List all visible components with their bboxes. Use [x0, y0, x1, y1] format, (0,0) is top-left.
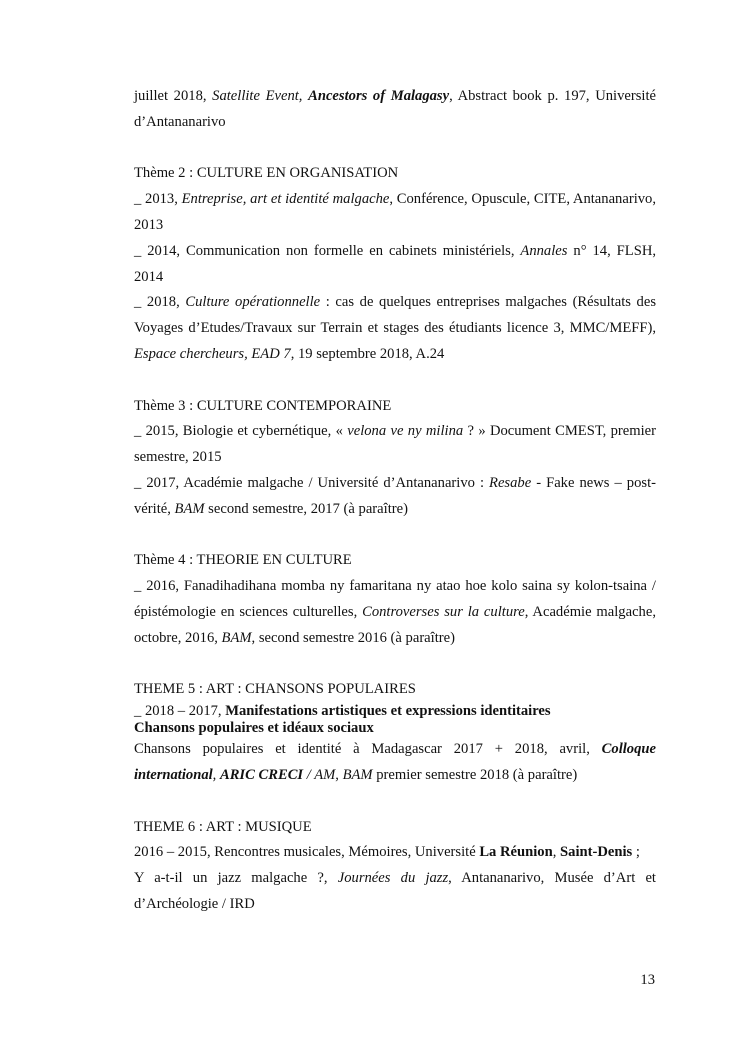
spacer	[134, 523, 656, 549]
theme-2-entry-1: _ 2013, Entreprise, art et identité malgache, Conférence, Opuscule, CITE, Antananarivo, 2013	[134, 191, 656, 233]
theme-5-entry-3: Chansons populaires et identité à Madagascar 2017 + 2018, avril, Colloque international, ARIC CRECI / AM, BAM premier semestre 2018 (à paraître)	[134, 741, 656, 783]
theme-6-entry-1: 2016 – 2015, Rencontres musicales, Mémoires, Université La Réunion, Saint-Denis ;	[134, 844, 640, 861]
theme-6-heading: THEME 6 : ART : MUSIQUE	[134, 818, 312, 835]
theme-5-entry-2: Chansons populaires et idéaux sociaux	[134, 720, 374, 737]
spacer	[134, 789, 656, 815]
theme-2-entry-3: _ 2018, Culture opérationnelle : cas de quelques entreprises malgaches (Résultats des Voyages d’Etudes/Travaux sur Terrain et stages des étudiants licence 3, MMC/MEFF), Espace chercheurs, EAD 7, 19 septembre 2018, A.24	[134, 294, 656, 362]
theme-3-entry-1: _ 2015, Biologie et cybernétique, « velona ve ny milina ? » Document CMEST, premier semestre, 2015	[134, 423, 657, 466]
theme-4-entry-1: _ 2016, Fanadihadihana momba ny famaritana ny atao hoe kolo saina sy kolon-tsaina / épistémologie en sciences culturelles, Controverses sur la culture, Académie malgache, octobre, 2016, BAM, second semestre 2016 (à paraître)	[134, 578, 656, 646]
theme-4-heading: Thème 4 : THEORIE EN CULTURE	[134, 552, 352, 569]
theme-5-heading: THEME 5 : ART : CHANSONS POPULAIRES	[134, 681, 416, 698]
document-page	[134, 84, 656, 918]
page-number: 13	[640, 972, 655, 988]
text-run: , Abstract book p. 197, Université d’Antananarivo	[134, 88, 656, 130]
italic-run: Satellite Event,	[212, 88, 303, 104]
spacer	[134, 652, 656, 678]
spacer	[134, 136, 656, 162]
spacer	[134, 368, 656, 394]
theme-5-entry-1: _ 2018 – 2017, Manifestations artistiques et expressions identitaires	[134, 703, 551, 720]
theme-3-heading: Thème 3 : CULTURE CONTEMPORAINE	[134, 397, 392, 414]
theme-2-entry-2: _ 2014, Communication non formelle en cabinets ministériels, Annales n° 14, FLSH, 2014	[134, 242, 657, 285]
theme-6-entry-2: Y a-t-il un jazz malgache ?, Journées du jazz, Antananarivo, Musée d’Art et d’Archéologie / IRD	[134, 870, 656, 912]
text-run: juillet 2018,	[134, 88, 213, 104]
theme-3-entry-2: _ 2017, Académie malgache / Université d’Antananarivo : Resabe - Fake news – post-vérité, BAM second semestre, 2017 (à paraître)	[134, 474, 656, 517]
intro-paragraph	[134, 84, 656, 136]
theme-2-heading: Thème 2 : CULTURE EN ORGANISATION	[134, 165, 399, 182]
bold-italic-run: Ancestors of Malagasy	[308, 88, 450, 104]
